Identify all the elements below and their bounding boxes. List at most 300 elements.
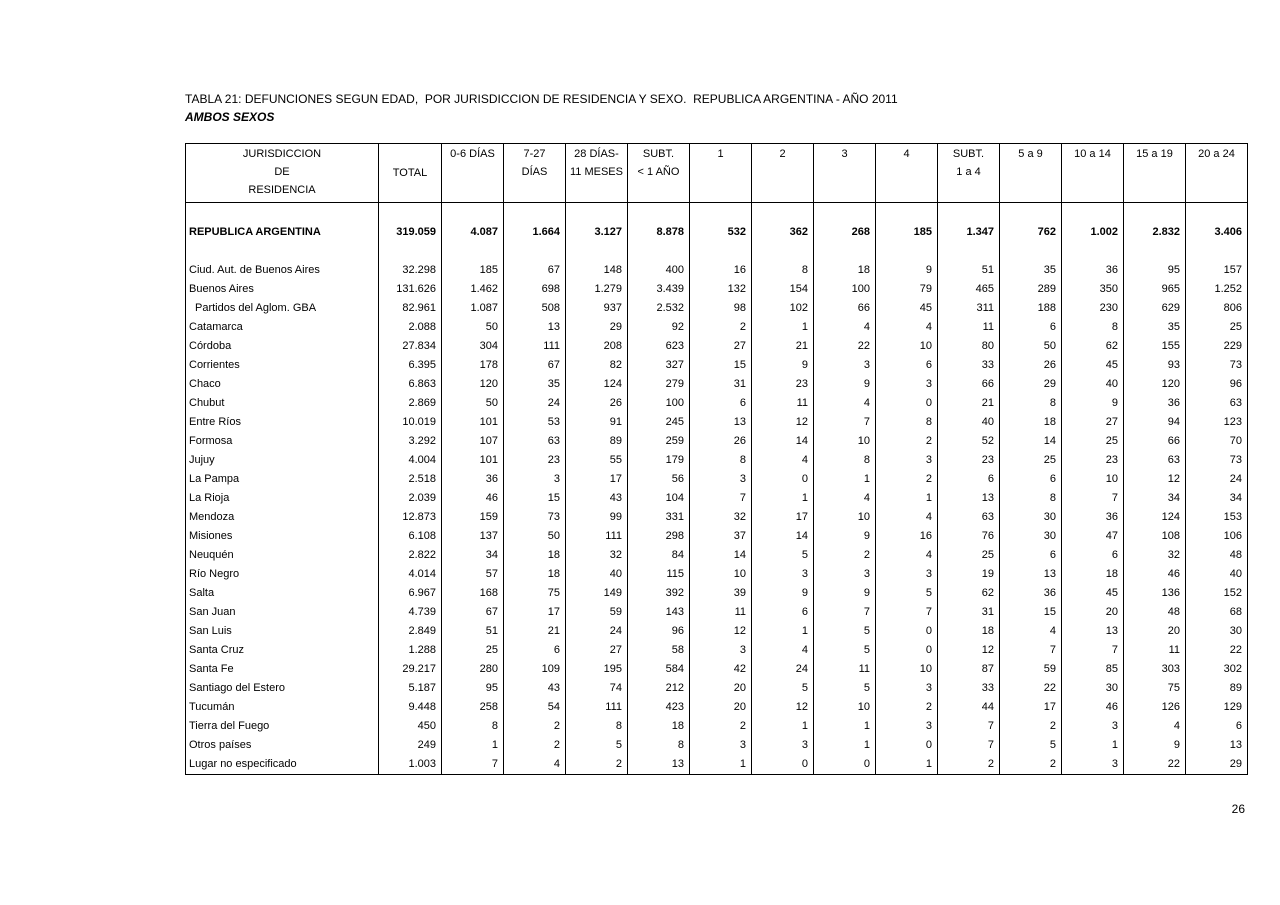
table-cell: 2.088 [379,318,442,337]
table-cell: 59 [1000,660,1062,679]
table-cell [752,242,814,261]
table-cell: 87 [938,660,1000,679]
table-row [186,223,1248,242]
table-cell: 6.395 [379,356,442,375]
table-cell [379,242,442,261]
table-row [186,755,1248,775]
row-label: Santa Cruz [186,641,379,660]
table-cell: 6.967 [379,584,442,603]
table-cell: 48 [1124,603,1186,622]
table-cell: 965 [1124,280,1186,299]
table-row [186,318,1248,337]
table-cell: 8 [814,451,876,470]
table-cell: 10 [876,337,938,356]
table-cell: 18 [938,622,1000,641]
table-cell: 40 [566,565,628,584]
table-cell: 14 [752,527,814,546]
table-cell: 35 [1000,261,1062,280]
row-label: Salta [186,584,379,603]
table-cell: 6 [752,603,814,622]
table-cell: 63 [1186,394,1248,413]
table-cell: 42 [690,660,752,679]
table-cell: 4 [814,394,876,413]
table-cell: 106 [1186,527,1248,546]
table-cell: 2 [1000,717,1062,736]
table-row [186,584,1248,603]
table-cell: 10 [814,432,876,451]
table-cell: 9 [1062,394,1124,413]
row-label: Córdoba [186,337,379,356]
table-cell: 4 [814,318,876,337]
table-cell: 2 [876,432,938,451]
table-cell: 29 [1000,375,1062,394]
table-cell: 2 [504,736,566,755]
table-cell: 4 [504,755,566,775]
table-cell: 1 [814,470,876,489]
table-cell: 13 [1062,622,1124,641]
table-cell: 3 [876,679,938,698]
table-row [186,641,1248,660]
table-cell: 131.626 [379,280,442,299]
table-row [186,679,1248,698]
table-cell: 1 [752,489,814,508]
table-cell: 5 [814,622,876,641]
table-cell: 311 [938,299,1000,318]
table-cell [566,203,628,224]
table-cell: 2 [566,755,628,775]
table-cell: 2 [690,717,752,736]
table-cell: 3 [690,736,752,755]
table-cell: 126 [1124,698,1186,717]
table-cell: 3 [876,717,938,736]
table-cell: 7 [814,413,876,432]
table-cell: 102 [752,299,814,318]
table-cell: 268 [814,223,876,242]
table-cell: 152 [1186,584,1248,603]
table-cell: 10.019 [379,413,442,432]
table-cell: 23 [504,451,566,470]
table-cell: 1 [876,755,938,775]
table-cell: 8 [690,451,752,470]
column-header: 28 DÍAS- 11 MESES [566,144,628,203]
row-label: Formosa [186,432,379,451]
table-cell: 1.002 [1062,223,1124,242]
table-cell: 2.518 [379,470,442,489]
table-cell: 115 [628,565,690,584]
table-cell: 45 [1062,584,1124,603]
table-cell: 319.059 [379,223,442,242]
table-cell: 6 [938,470,1000,489]
table-cell: 39 [690,584,752,603]
table-cell: 89 [1186,679,1248,698]
table-cell: 3.439 [628,280,690,299]
table-cell: 280 [442,660,504,679]
table-cell: 3 [690,470,752,489]
table-cell: 6 [504,641,566,660]
table-cell: 13 [504,318,566,337]
table-cell: 24 [1186,470,1248,489]
table-cell: 12.873 [379,508,442,527]
table-cell: 1.288 [379,641,442,660]
table-cell: 137 [442,527,504,546]
table-cell: 11 [814,660,876,679]
table-cell: 623 [628,337,690,356]
table-cell: 1.347 [938,223,1000,242]
table-cell: 43 [504,679,566,698]
table-cell: 25 [1000,451,1062,470]
table-cell: 12 [938,641,1000,660]
table-cell: 15 [1000,603,1062,622]
table-cell: 331 [628,508,690,527]
table-cell: 36 [1000,584,1062,603]
table-cell: 4.087 [442,223,504,242]
table-cell [504,242,566,261]
table-cell: 20 [690,698,752,717]
row-label [186,203,379,224]
table-cell: 4 [876,508,938,527]
table-cell: 51 [938,261,1000,280]
table-cell: 23 [752,375,814,394]
table-cell: 304 [442,337,504,356]
row-label: Chaco [186,375,379,394]
table-cell: 22 [1124,755,1186,775]
table-cell: 1 [814,717,876,736]
column-header: 5 a 9 [1000,144,1062,203]
table-cell: 6 [1000,546,1062,565]
table-cell: 18 [504,565,566,584]
table-cell: 32.298 [379,261,442,280]
table-cell: 2 [938,755,1000,775]
table-cell [1186,242,1248,261]
table-cell: 5 [752,679,814,698]
table-cell: 35 [1124,318,1186,337]
table-cell: 13 [1000,565,1062,584]
table-cell: 5 [876,584,938,603]
table-cell: 13 [1186,736,1248,755]
table-cell: 392 [628,584,690,603]
table-cell: 7 [1000,641,1062,660]
table-cell: 4 [814,489,876,508]
table-row [186,432,1248,451]
table-cell: 149 [566,584,628,603]
table-cell: 63 [1124,451,1186,470]
table-cell: 108 [1124,527,1186,546]
table-cell: 15 [504,489,566,508]
table-cell: 22 [1000,679,1062,698]
table-cell: 62 [938,584,1000,603]
table-cell: 53 [504,413,566,432]
table-cell: 36 [442,470,504,489]
table-cell: 24 [752,660,814,679]
table-cell: 16 [690,261,752,280]
table-cell: 532 [690,223,752,242]
table-cell: 136 [1124,584,1186,603]
table-cell: 40 [1062,375,1124,394]
table-cell [628,203,690,224]
table-cell: 7 [442,755,504,775]
table-cell: 25 [442,641,504,660]
table-cell: 43 [566,489,628,508]
table-cell: 25 [938,546,1000,565]
table-row [186,546,1248,565]
row-label: Otros países [186,736,379,755]
table-cell: 3 [876,451,938,470]
table-cell: 27 [1062,413,1124,432]
row-label: La Pampa [186,470,379,489]
table-cell: 120 [442,375,504,394]
table-cell: 29 [566,318,628,337]
table-cell: 465 [938,280,1000,299]
table-cell: 12 [752,413,814,432]
table-subtitle: AMBOS SEXOS [185,110,275,124]
column-header: 20 a 24 [1186,144,1248,203]
table-cell: 9 [814,375,876,394]
table-cell: 35 [504,375,566,394]
table-cell: 7 [938,736,1000,755]
table-cell [876,203,938,224]
table-cell: 303 [1124,660,1186,679]
table-cell: 96 [1186,375,1248,394]
table-row [186,299,1248,318]
table-cell: 33 [938,356,1000,375]
table-cell: 400 [628,261,690,280]
table-cell: 47 [1062,527,1124,546]
table-cell: 7 [690,489,752,508]
table-cell [442,242,504,261]
column-header: 7-27 DÍAS [504,144,566,203]
table-cell: 1.003 [379,755,442,775]
table-cell: 3 [1062,717,1124,736]
table-cell: 0 [876,641,938,660]
table-row [186,489,1248,508]
table-cell: 14 [752,432,814,451]
table-cell: 89 [566,432,628,451]
table-cell: 10 [690,565,752,584]
table-cell: 24 [504,394,566,413]
table-cell [1124,242,1186,261]
table-cell: 362 [752,223,814,242]
table-cell: 2 [814,546,876,565]
table-cell: 762 [1000,223,1062,242]
column-header: 15 a 19 [1124,144,1186,203]
table-cell: 159 [442,508,504,527]
table-cell: 50 [442,318,504,337]
table-cell: 2 [876,470,938,489]
table-cell: 18 [814,261,876,280]
table-cell: 350 [1062,280,1124,299]
table-cell: 0 [752,470,814,489]
table-cell: 13 [628,755,690,775]
table-cell: 25 [1186,318,1248,337]
table-cell: 8 [1000,394,1062,413]
table-cell: 4.004 [379,451,442,470]
table-cell: 32 [566,546,628,565]
table-cell: 100 [814,280,876,299]
row-label: Buenos Aires [186,280,379,299]
table-cell: 188 [1000,299,1062,318]
table-cell: 3 [752,565,814,584]
table-cell: 9 [752,356,814,375]
table-cell: 76 [938,527,1000,546]
table-cell: 2.039 [379,489,442,508]
table-cell: 6 [1000,470,1062,489]
table-cell: 2 [690,318,752,337]
table-cell [379,203,442,224]
table-cell: 30 [1186,622,1248,641]
table-cell: 85 [1062,660,1124,679]
table-cell: 26 [1000,356,1062,375]
table-cell: 15 [690,356,752,375]
table-cell: 249 [379,736,442,755]
table-cell: 2.822 [379,546,442,565]
row-label: Entre Ríos [186,413,379,432]
table-cell: 423 [628,698,690,717]
table-cell: 5 [752,546,814,565]
table-row [186,508,1248,527]
table-cell: 0 [876,394,938,413]
table-cell: 9 [1124,736,1186,755]
table-cell: 109 [504,660,566,679]
table-cell: 698 [504,280,566,299]
table-cell: 155 [1124,337,1186,356]
table-cell: 98 [690,299,752,318]
table-cell: 74 [566,679,628,698]
table-cell: 5 [814,641,876,660]
table-cell: 59 [566,603,628,622]
table-cell: 3 [752,736,814,755]
table-cell: 73 [1186,451,1248,470]
table-cell: 46 [1062,698,1124,717]
page-number: 26 [1231,802,1245,816]
table-cell: 94 [1124,413,1186,432]
table-cell: 32 [1124,546,1186,565]
table-cell: 1 [752,622,814,641]
table-row [186,413,1248,432]
table-cell: 9 [814,527,876,546]
column-header: 4 [876,144,938,203]
table-cell: 45 [1062,356,1124,375]
table-row [186,527,1248,546]
table-cell: 12 [752,698,814,717]
table-cell: 8 [876,413,938,432]
table-cell: 13 [938,489,1000,508]
table-cell: 2 [876,698,938,717]
table-cell: 111 [566,698,628,717]
header-row [186,144,1248,203]
table-cell: 99 [566,508,628,527]
table-cell: 25 [1062,432,1124,451]
table-cell: 67 [504,261,566,280]
table-cell: 9 [752,584,814,603]
table-cell: 3.406 [1186,223,1248,242]
table-cell: 17 [752,508,814,527]
table-cell: 11 [752,394,814,413]
table-cell: 82 [566,356,628,375]
table-cell: 212 [628,679,690,698]
table-cell: 36 [1124,394,1186,413]
table-cell [1062,203,1124,224]
table-cell: 1 [752,318,814,337]
table-cell: 50 [1000,337,1062,356]
table-cell: 3 [814,565,876,584]
table-cell: 20 [690,679,752,698]
table-cell: 1.252 [1186,280,1248,299]
table-cell [814,242,876,261]
title-block [185,90,1245,126]
table-cell: 1 [1062,736,1124,755]
table-cell [628,242,690,261]
deaths-by-age-table [185,143,1248,775]
table-cell: 3 [876,565,938,584]
table-cell: 6 [876,356,938,375]
table-cell: 230 [1062,299,1124,318]
table-cell: 195 [566,660,628,679]
table-cell: 29.217 [379,660,442,679]
table-cell: 20 [1062,603,1124,622]
table-cell: 84 [628,546,690,565]
table-cell: 67 [504,356,566,375]
table-cell: 34 [1124,489,1186,508]
table-cell: 1.279 [566,280,628,299]
table-cell: 101 [442,413,504,432]
table-cell: 96 [628,622,690,641]
row-label: Chubut [186,394,379,413]
row-label: La Rioja [186,489,379,508]
table-cell: 8 [566,717,628,736]
table-cell: 107 [442,432,504,451]
column-header: JURISDICCION DE RESIDENCIA [186,144,379,203]
column-header: TOTAL [379,144,442,203]
table-cell: 52 [938,432,1000,451]
table-cell: 68 [1186,603,1248,622]
column-header: SUBT. 1 a 4 [938,144,1000,203]
table-cell: 4.739 [379,603,442,622]
table-cell: 0 [876,736,938,755]
row-label: Río Negro [186,565,379,584]
table-cell [690,242,752,261]
row-label [186,242,379,261]
table-cell: 0 [876,622,938,641]
table-cell: 19 [938,565,1000,584]
row-label: San Juan [186,603,379,622]
table-cell: 806 [1186,299,1248,318]
table-cell: 327 [628,356,690,375]
table-cell: 27 [566,641,628,660]
row-label: Santiago del Estero [186,679,379,698]
table-cell: 63 [504,432,566,451]
table-cell: 22 [814,337,876,356]
table-row [186,261,1248,280]
table-cell: 2.869 [379,394,442,413]
table-cell: 23 [1062,451,1124,470]
table-cell: 3 [1062,755,1124,775]
table-cell: 178 [442,356,504,375]
table-cell: 58 [628,641,690,660]
table-cell: 101 [442,451,504,470]
row-label: Santa Fe [186,660,379,679]
column-header: SUBT. < 1 AÑO [628,144,690,203]
table-cell: 18 [628,717,690,736]
table-cell: 34 [442,546,504,565]
table-cell: 40 [1186,565,1248,584]
table-cell: 34 [1186,489,1248,508]
table-cell [1186,203,1248,224]
table-cell: 18 [504,546,566,565]
table-cell [814,203,876,224]
table-cell: 29 [1186,755,1248,775]
table-cell: 95 [442,679,504,698]
table-cell: 111 [566,527,628,546]
